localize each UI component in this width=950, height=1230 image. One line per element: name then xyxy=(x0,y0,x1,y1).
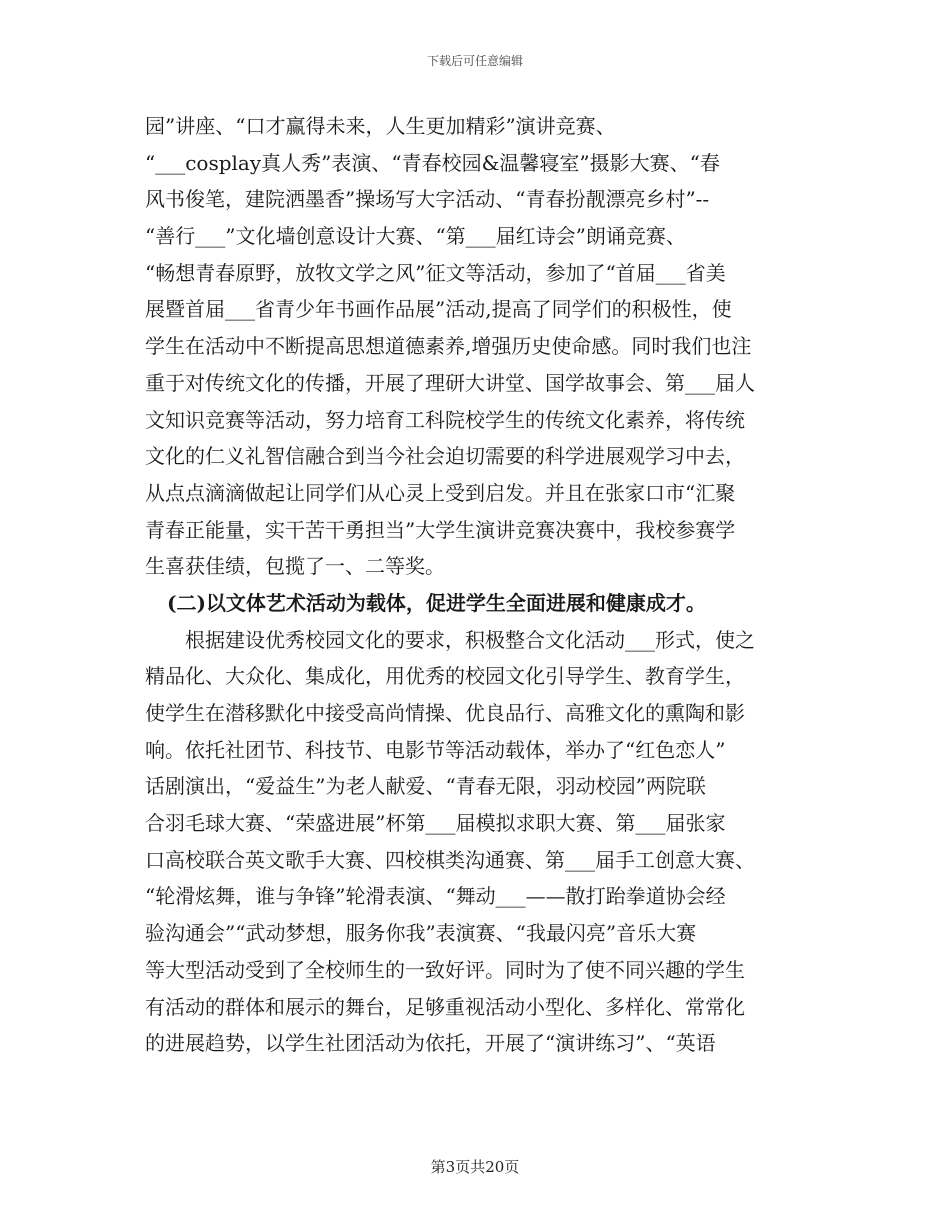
body-line: 重于对传统文化的传播，开展了理研大讲堂、国学故事会、第___届人 xyxy=(145,370,755,395)
body-line: 话剧演出，“爱益生”为老人献爱、“青春无限，羽动校园”两院联 xyxy=(145,774,706,799)
document-body xyxy=(145,108,825,1062)
body-line: 等大型活动受到了全校师生的一致好评。同时为了使不同兴趣的学生 xyxy=(145,957,745,982)
page-number-footer: 第3页共20页 xyxy=(430,1158,520,1176)
body-line: 展暨首届___省青少年书画作品展”活动,提高了同学们的积极性，使 xyxy=(145,297,732,322)
body-line: 的进展趋势，以学生社团活动为依托，开展了“演讲练习”、“英语 xyxy=(145,1031,716,1056)
body-line: “轮滑炫舞，谁与争锋”轮滑表演、“舞动___——散打跆拳道协会经 xyxy=(145,884,726,909)
body-line: “___cosplay真人秀”表演、“青春校园&温馨寝室”摄影大赛、“春 xyxy=(145,150,720,175)
body-line: 响。依托社团节、科技节、电影节等活动载体，举办了“红色恋人” xyxy=(145,737,726,762)
body-line: “畅想青春原野，放牧文学之风”征文等活动，参加了“首届___省美 xyxy=(145,260,726,285)
body-line: 从点点滴滴做起让同学们从心灵上受到启发。并且在张家口市“汇聚 xyxy=(145,480,736,505)
body-line: 文化的仁义礼智信融合到当今社会迫切需要的科学进展观学习中去， xyxy=(145,444,745,469)
body-line: 口高校联合英文歌手大赛、四校棋类沟通赛、第___届手工创意大赛、 xyxy=(145,847,755,872)
body-line: 风书俊笔，建院洒墨香”操场写大字活动、“青春扮靓漂亮乡村”-- xyxy=(145,187,710,212)
body-line: 文知识竞赛等活动，努力培育工科院校学生的传统文化素养，将传统 xyxy=(145,407,745,432)
body-line: “善行___”文化墙创意设计大赛、“第___届红诗会”朗诵竞赛、 xyxy=(145,224,686,249)
body-line: 有活动的群体和展示的舞台，足够重视活动小型化、多样化、常常化 xyxy=(145,994,745,1019)
body-line: 学生在活动中不断提高思想道德素养,增强历史使命感。同时我们也注 xyxy=(145,334,752,359)
page-header-note: 下载后可任意编辑 xyxy=(426,54,523,68)
body-line: 生喜获佳绩，包揽了一、二等奖。 xyxy=(145,554,445,579)
body-line: 验沟通会”“武动梦想，服务你我”表演赛、“我最闪亮”音乐大赛 xyxy=(145,921,697,946)
body-line: 园”讲座、“口才赢得未来，人生更加精彩”演讲竞赛、 xyxy=(145,114,616,138)
body-line: 精品化、大众化、集成化，用优秀的校园文化引导学生、教育学生， xyxy=(145,664,745,689)
body-line: 根据建设优秀校园文化的要求，积极整合文化活动___形式，使之 xyxy=(145,627,755,652)
body-line: 青春正能量，实干苦干勇担当”大学生演讲竞赛决赛中，我校参赛学 xyxy=(145,517,736,542)
body-line: 使学生在潜移默化中接受高尚情操、优良品行、高雅文化的熏陶和影 xyxy=(145,701,745,725)
section-heading: (二)以文体艺术活动为载体，促进学生全面进展和健康成才。 xyxy=(167,590,706,615)
body-line: 合羽毛球大赛、“荣盛进展”杯第___届模拟求职大赛、第___届张家 xyxy=(145,811,726,836)
